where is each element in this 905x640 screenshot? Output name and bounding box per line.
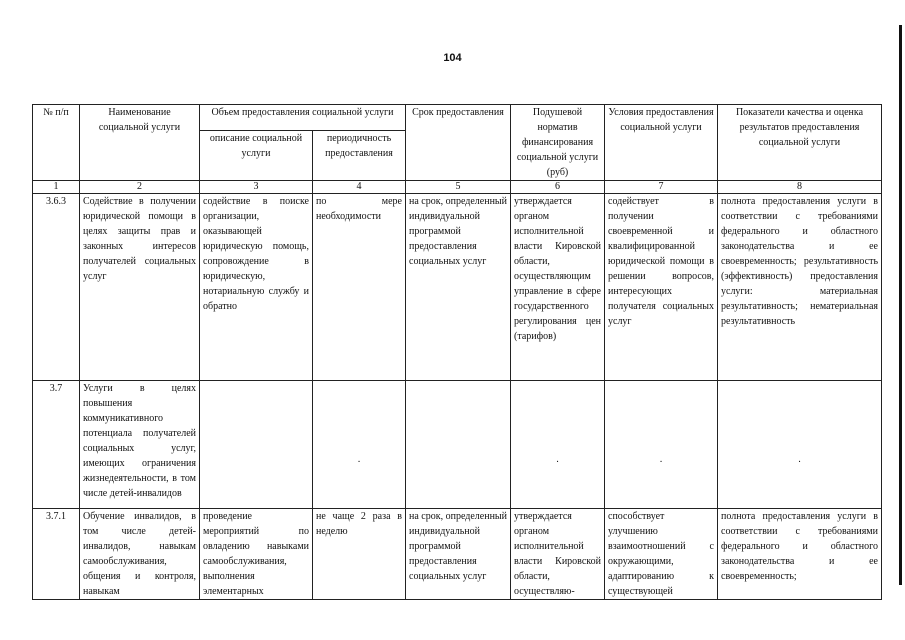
service-quality: полнота предоставления услуги в соответствии с требованиями федерального и областного законодательства и ее своевременность; результативность (эффективность) предоставления услуги: материальная результативность; нематериальная результативность — [718, 194, 882, 381]
row-number: 3.6.3 — [33, 194, 80, 381]
service-periodicity: по мере необходимости — [313, 194, 406, 381]
service-norm: утверждается органом исполнительной власти Кировской области, осуществляющим управление в сфере государственного регулирования цен (тарифов) — [511, 194, 605, 381]
column-number: 4 — [313, 181, 406, 194]
service-name: Услуги в целях повышения коммуникативного потенциала получателей социальных услуг, имеющих ограничения жизнедеятельности, в том числе детей-инвалидов — [80, 381, 200, 509]
scan-edge-mark — [899, 25, 902, 585]
header-num: № п/п — [33, 105, 80, 181]
row-number: 3.7 — [33, 381, 80, 509]
empty-cell — [605, 381, 718, 509]
table-row — [33, 381, 882, 509]
service-name: Содействие в получении юридической помощи в целях защиты прав и законных интересов получателей социальных услуг — [80, 194, 200, 381]
service-name: Обучение инвалидов, в том числе детей-инвалидов, навыкам самообслуживания, общения и контроля, навыкам — [80, 509, 200, 600]
empty-cell — [200, 381, 313, 509]
header-volume: Объем предоставления социальной услуги — [200, 105, 406, 131]
page-number: 104 — [443, 52, 462, 64]
header-term: Срок предоставления — [406, 105, 511, 181]
header-conditions: Условия предоставления социальной услуги — [605, 105, 718, 181]
service-periodicity: не чаще 2 раза в неделю — [313, 509, 406, 600]
empty-cell — [511, 381, 605, 509]
social-services-table — [32, 104, 882, 600]
scan-dot: · — [357, 457, 361, 468]
column-number: 5 — [406, 181, 511, 194]
table-row — [33, 194, 882, 381]
service-norm: утверждается органом исполнительной власти Кировской области, осуществляю- — [511, 509, 605, 600]
scan-dot: · — [659, 457, 663, 468]
column-number: 2 — [80, 181, 200, 194]
scan-dot: · — [555, 457, 560, 468]
service-term: на срок, определенный индивидуальной программой предоставления социальных услуг — [406, 194, 511, 381]
service-conditions: содействует в получении своевременной и квалифицированной юридической помощи в решении вопросов, интересующих получателя социальных услуг — [605, 194, 718, 381]
service-description: содействие в поиске организации, оказывающей юридическую помощь, сопровождение в юридическую, нотариальную службу и обратно — [200, 194, 313, 381]
service-description: проведение мероприятий по овладению навыками самообслуживания, выполнения элементарных — [200, 509, 313, 600]
service-term: на срок, определенный индивидуальной программой предоставления социальных услуг — [406, 509, 511, 600]
row-number: 3.7.1 — [33, 509, 80, 600]
column-number-row — [33, 181, 882, 194]
header-volume-desc: описание социальной услуги — [200, 130, 313, 180]
column-number: 8 — [718, 181, 882, 194]
column-number: 1 — [33, 181, 80, 194]
column-number: 6 — [511, 181, 605, 194]
column-number: 7 — [605, 181, 718, 194]
empty-cell — [718, 381, 882, 509]
header-norm: Подушевой норматив финансирования социальной услуги (руб) — [511, 105, 605, 181]
table-row — [33, 509, 882, 600]
header-name: Наименование социальной услуги — [80, 105, 200, 181]
service-quality: полнота предоставления услуги в соответствии с требованиями федерального и областного законодательства и ее своевременность; — [718, 509, 882, 600]
scan-dot: · — [797, 457, 802, 468]
header-quality: Показатели качества и оценка результатов предоставления социальной услуги — [718, 105, 882, 181]
empty-cell — [406, 381, 511, 509]
header-volume-period: периодичность предоставления — [313, 130, 406, 180]
column-number: 3 — [200, 181, 313, 194]
empty-cell — [313, 381, 406, 509]
service-conditions: способствует улучшению взаимоотношений с окружающими, адаптированию к существующей — [605, 509, 718, 600]
